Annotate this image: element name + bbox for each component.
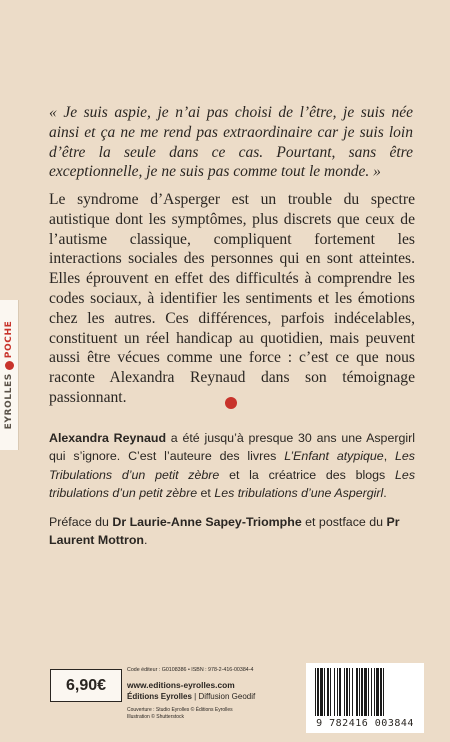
- author-bio-end: .: [383, 485, 387, 500]
- publisher-website: www.editions-eyrolles.com: [127, 680, 235, 690]
- illustration-credit: Illustration © Shutterstock: [127, 713, 185, 720]
- price: 6,90€: [65, 676, 107, 694]
- preface-end: .: [143, 533, 148, 548]
- series-tab-label: [0, 300, 18, 450]
- preface-author: Dr Laurie-Anne Sapey-Triomphe: [112, 515, 302, 529]
- preface-middle: et postface du: [301, 515, 387, 529]
- barcode-bars-icon: [314, 668, 416, 718]
- book-title: L’Enfant atypique: [284, 449, 384, 464]
- author-bio-text: et: [197, 485, 215, 500]
- barcode: [306, 663, 424, 733]
- author-bio-text: et la créatrice des blogs: [219, 467, 396, 482]
- book-summary: Le syndrome d’Asperger est un trouble du spectre autistique dont les symptômes, plus discrets que ceux de l’autisme classique, compliquent fortement les interactions sociales des personnes qui en sont atteintes. Elles éprouvent en effet des difficultés à comprendre les codes sociaux, à identifier les sentiments et les émotions chez les autres. Ces différences, parfois indécelables, constituent un réel handicap au quotidien, mais peuvent aussi être vécues comme une force : c’est ce que nous raconte Alexandra Reynaud dans son témoignage passionnant.: [49, 191, 415, 406]
- book-title: Les Tribulations d’un petit zèbre: [49, 449, 415, 482]
- preface-credits: [49, 513, 415, 550]
- publisher-info: [127, 667, 299, 720]
- publisher-distribution: [127, 691, 299, 702]
- blog-title: Les tribulations d’un petit zèbre: [49, 467, 416, 500]
- cover-credit: Couverture : Studio Eyrolles © Éditions Eyrolles: [127, 707, 233, 713]
- divider-dot-icon: [225, 397, 237, 409]
- postface-author: Pr Laurent Mottron: [49, 515, 400, 548]
- back-cover-quote: « Je suis aspie, je n’ai pas choisi de l’être, je suis née ainsi et ça ne me rend pas extraordinaire car je suis loin d’être la seule dans ce cas. Pourtant, sans être exceptionnelle, je ne suis pas comme tout le monde. »: [49, 104, 413, 181]
- isbn-codes: Code éditeur : G0108386 • ISBN : 978-2-416-00384-4: [127, 667, 254, 673]
- author-bio-separator: ,: [383, 449, 396, 464]
- preface-prefix: Préface du: [49, 515, 113, 529]
- separator: |: [194, 692, 199, 701]
- author-bio: [49, 429, 415, 502]
- series-dot-icon: [5, 361, 14, 370]
- price-box: [50, 669, 122, 702]
- author-name: Alexandra Reynaud: [49, 431, 167, 445]
- series-brand: EYROLLES: [4, 373, 14, 430]
- cover-credits: [127, 707, 299, 720]
- publisher-name: Éditions Eyrolles: [127, 692, 192, 701]
- barcode-number: 9 782416 003844: [316, 718, 414, 729]
- blog-title: Les tribulations d’une Aspergirl: [214, 485, 384, 500]
- series-tab: [0, 300, 19, 450]
- series-name: POCHE: [4, 320, 14, 359]
- distributor-name: Diffusion Geodif: [198, 692, 256, 701]
- author-bio-text: a été jusqu’à presque 30 ans une Aspergirl qui s’ignore. C’est l’auteure des livres: [49, 431, 415, 464]
